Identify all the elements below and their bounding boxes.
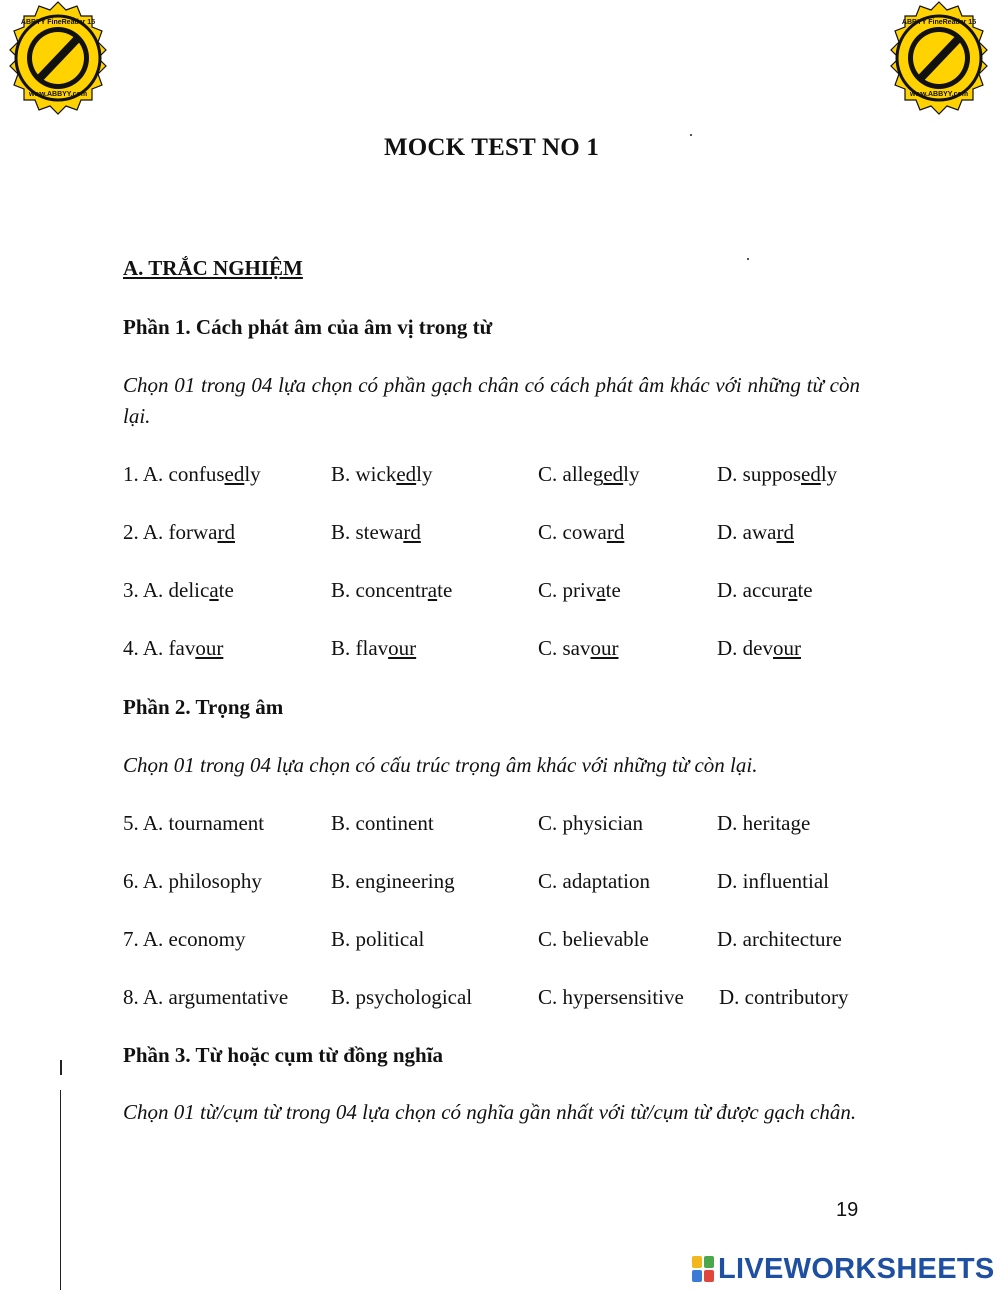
answer-option[interactable]: C. savour xyxy=(538,636,619,660)
answer-option[interactable]: D. award xyxy=(717,520,794,544)
scan-speck xyxy=(747,258,749,260)
answer-option[interactable]: C. physician xyxy=(538,811,643,835)
answer-option[interactable]: C. hypersensitive xyxy=(538,985,684,1009)
answer-option[interactable]: 5. A. tournament xyxy=(123,811,265,835)
answer-option[interactable]: D. heritage xyxy=(717,811,811,835)
answer-option[interactable]: D. supposedly xyxy=(717,462,838,486)
answer-option[interactable]: D. devour xyxy=(717,636,801,660)
answer-option[interactable]: B. concentrate xyxy=(331,578,453,602)
answer-option[interactable]: 6. A. philosophy xyxy=(123,869,262,893)
question-row xyxy=(123,927,883,957)
abbyy-stamp-left[interactable] xyxy=(0,0,116,116)
answer-option[interactable]: 1. A. confusedly xyxy=(123,462,261,486)
answer-option[interactable]: D. influential xyxy=(717,869,829,893)
answer-option[interactable]: C. adaptation xyxy=(538,869,650,893)
svg-text:www.ABBYY.com: www.ABBYY.com xyxy=(28,91,88,98)
section-heading: A. TRẮC NGHIỆM xyxy=(123,256,303,280)
answer-option[interactable]: D. accurate xyxy=(717,578,813,602)
answer-option[interactable]: B. flavour xyxy=(331,636,417,660)
abbyy-stamp-right[interactable] xyxy=(881,0,997,116)
brand-name: LIVEWORKSHEETS xyxy=(718,1252,995,1285)
question-row xyxy=(123,578,883,608)
page-number: 19 xyxy=(836,1199,859,1221)
part1-instruction: Chọn 01 trong 04 lựa chọn có phần gạch chân có cách phát âm khác với những từ còn lại. xyxy=(123,373,860,428)
part2-heading: Phần 2. Trọng âm xyxy=(123,695,284,719)
answer-option[interactable]: 4. A. favour xyxy=(123,636,224,660)
stamp-text: ABBYY FineReader 15 xyxy=(20,19,96,26)
part3-heading: Phần 3. Từ hoặc cụm từ đồng nghĩa xyxy=(123,1043,444,1067)
answer-option[interactable]: D. architecture xyxy=(717,927,842,951)
page-title: MOCK TEST NO 1 xyxy=(383,134,600,161)
question-row xyxy=(123,869,883,899)
liveworksheets-logo[interactable] xyxy=(692,1252,995,1286)
answer-option[interactable]: B. psychological xyxy=(331,985,473,1009)
answer-option[interactable]: C. allegedly xyxy=(538,462,640,486)
part1-heading: Phần 1. Cách phát âm của âm vị trong từ xyxy=(123,315,493,339)
answer-option[interactable]: C. private xyxy=(538,578,621,602)
answer-option[interactable]: B. continent xyxy=(331,811,434,835)
answer-option[interactable]: B. engineering xyxy=(331,869,455,893)
question-row xyxy=(123,636,883,666)
answer-option[interactable]: 7. A. economy xyxy=(123,927,246,951)
question-row xyxy=(123,985,883,1015)
svg-text:ABBYY FineReader 15: ABBYY FineReader 15 xyxy=(901,19,977,26)
brand-grid-icon xyxy=(692,1256,714,1282)
answer-option[interactable]: C. believable xyxy=(538,927,649,951)
margin-mark xyxy=(60,1060,62,1075)
question-row xyxy=(123,520,883,550)
answer-option[interactable]: C. coward xyxy=(538,520,625,544)
answer-option[interactable]: B. political xyxy=(331,927,425,951)
question-row xyxy=(123,462,883,492)
answer-option[interactable]: 8. A. argumentative xyxy=(123,985,289,1009)
margin-line xyxy=(60,1090,61,1290)
answer-option[interactable]: D. contributory xyxy=(719,985,849,1009)
answer-option[interactable]: B. steward xyxy=(331,520,421,544)
answer-option[interactable]: 2. A. forward xyxy=(123,520,235,544)
question-row xyxy=(123,811,883,841)
answer-option[interactable]: 3. A. delicate xyxy=(123,578,234,602)
part2-instruction: Chọn 01 trong 04 lựa chọn có cấu trúc trọng âm khác với những từ còn lại. xyxy=(123,753,758,777)
answer-option[interactable]: B. wickedly xyxy=(331,462,433,486)
svg-text:www.ABBYY.com: www.ABBYY.com xyxy=(909,91,969,98)
part3-instruction: Chọn 01 từ/cụm từ trong 04 lựa chọn có nghĩa gần nhất với từ/cụm từ được gạch chân. xyxy=(123,1100,857,1124)
